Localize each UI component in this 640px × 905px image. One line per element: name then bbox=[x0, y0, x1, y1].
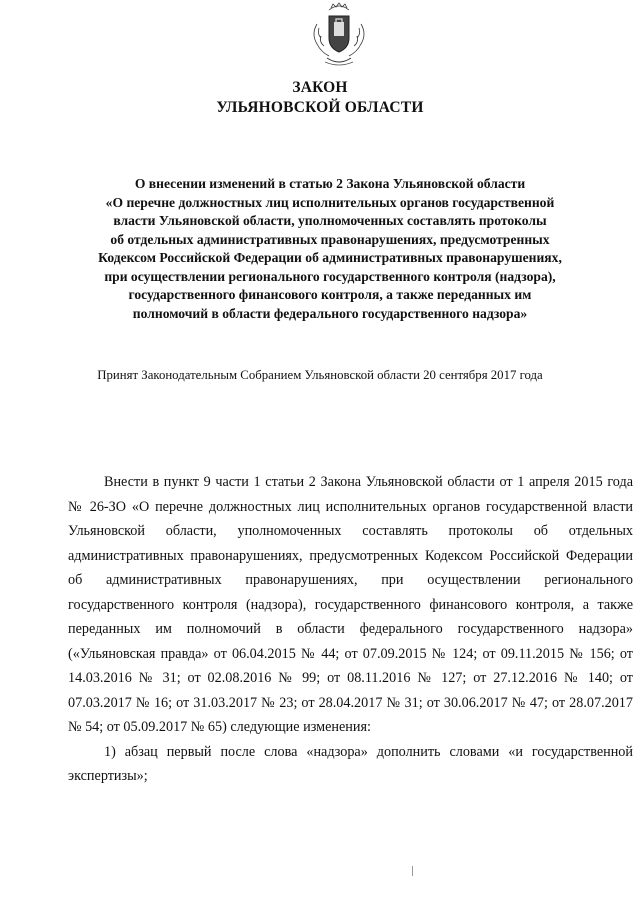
subject-line: государственного финансового контроля, а также переданных им bbox=[128, 287, 532, 302]
subject-line: при осуществлении регионального государственного контроля (надзора), bbox=[104, 268, 556, 284]
subject-line: «О перечне должностных лиц исполнительных органов государственной bbox=[105, 194, 555, 210]
subject-line: об отдельных административных правонарушениях, предусмотренных bbox=[110, 231, 550, 247]
subject-line: полномочий в области федерального государственного надзора» bbox=[132, 305, 528, 321]
law-body bbox=[68, 470, 633, 789]
paragraph-item-1: 1) абзац первый после слова «надзора» дополнить словами «и государственной экспертизы»; bbox=[68, 743, 633, 784]
subject-line: власти Ульяновской области, уполномоченных составлять протоколы bbox=[113, 213, 547, 228]
scan-artifact bbox=[412, 866, 413, 876]
law-subject-title bbox=[40, 175, 620, 323]
paragraph-main: Внести в пункт 9 части 1 статьи 2 Закона Ульяновской области от 1 апреля 2015 года № 26-ЗО «О перечне должностных лиц исполнительных органов государственной власти Ульяновской области, уполномоченных составлять протоколы об отдельных административных правонарушениях, предусмотренных Кодексом Российской Федерации об административных правонарушениях, при осуществлении регионального государственного контроля (надзора), государственного финансового контроля, а также переданных им полномочий в области федерального государственного надзора» («Ульяновская правда» от 06.04.2015 № 44; от 07.09.2015 № 124; от 09.11.2015 № 156; от 14.03.2016 № 31; от 02.08.2016 № 99; от 08.11.2016 № 127; от 27.12.2016 № 140; от 07.03.2017 № 16; от 31.03.2017 № 23; от 28.04.2017 № 31; от 30.06.2017 № 47; от 28.07.2017 № 54; от 05.09.2017 № 65) следующие изменения: bbox=[68, 474, 633, 735]
law-label: ЗАКОН bbox=[292, 79, 348, 96]
subject-line: Кодексом Российской Федерации об административных правонарушениях, bbox=[98, 250, 562, 265]
coat-of-arms-icon bbox=[309, 2, 369, 70]
adoption-note: Принят Законодательным Собранием Ульяновской области 20 сентября 2017 года bbox=[97, 368, 543, 382]
subject-line: О внесении изменений в статью 2 Закона Ульяновской области bbox=[134, 176, 526, 191]
law-region-title: УЛЬЯНОВСКОЙ ОБЛАСТИ bbox=[216, 99, 424, 116]
